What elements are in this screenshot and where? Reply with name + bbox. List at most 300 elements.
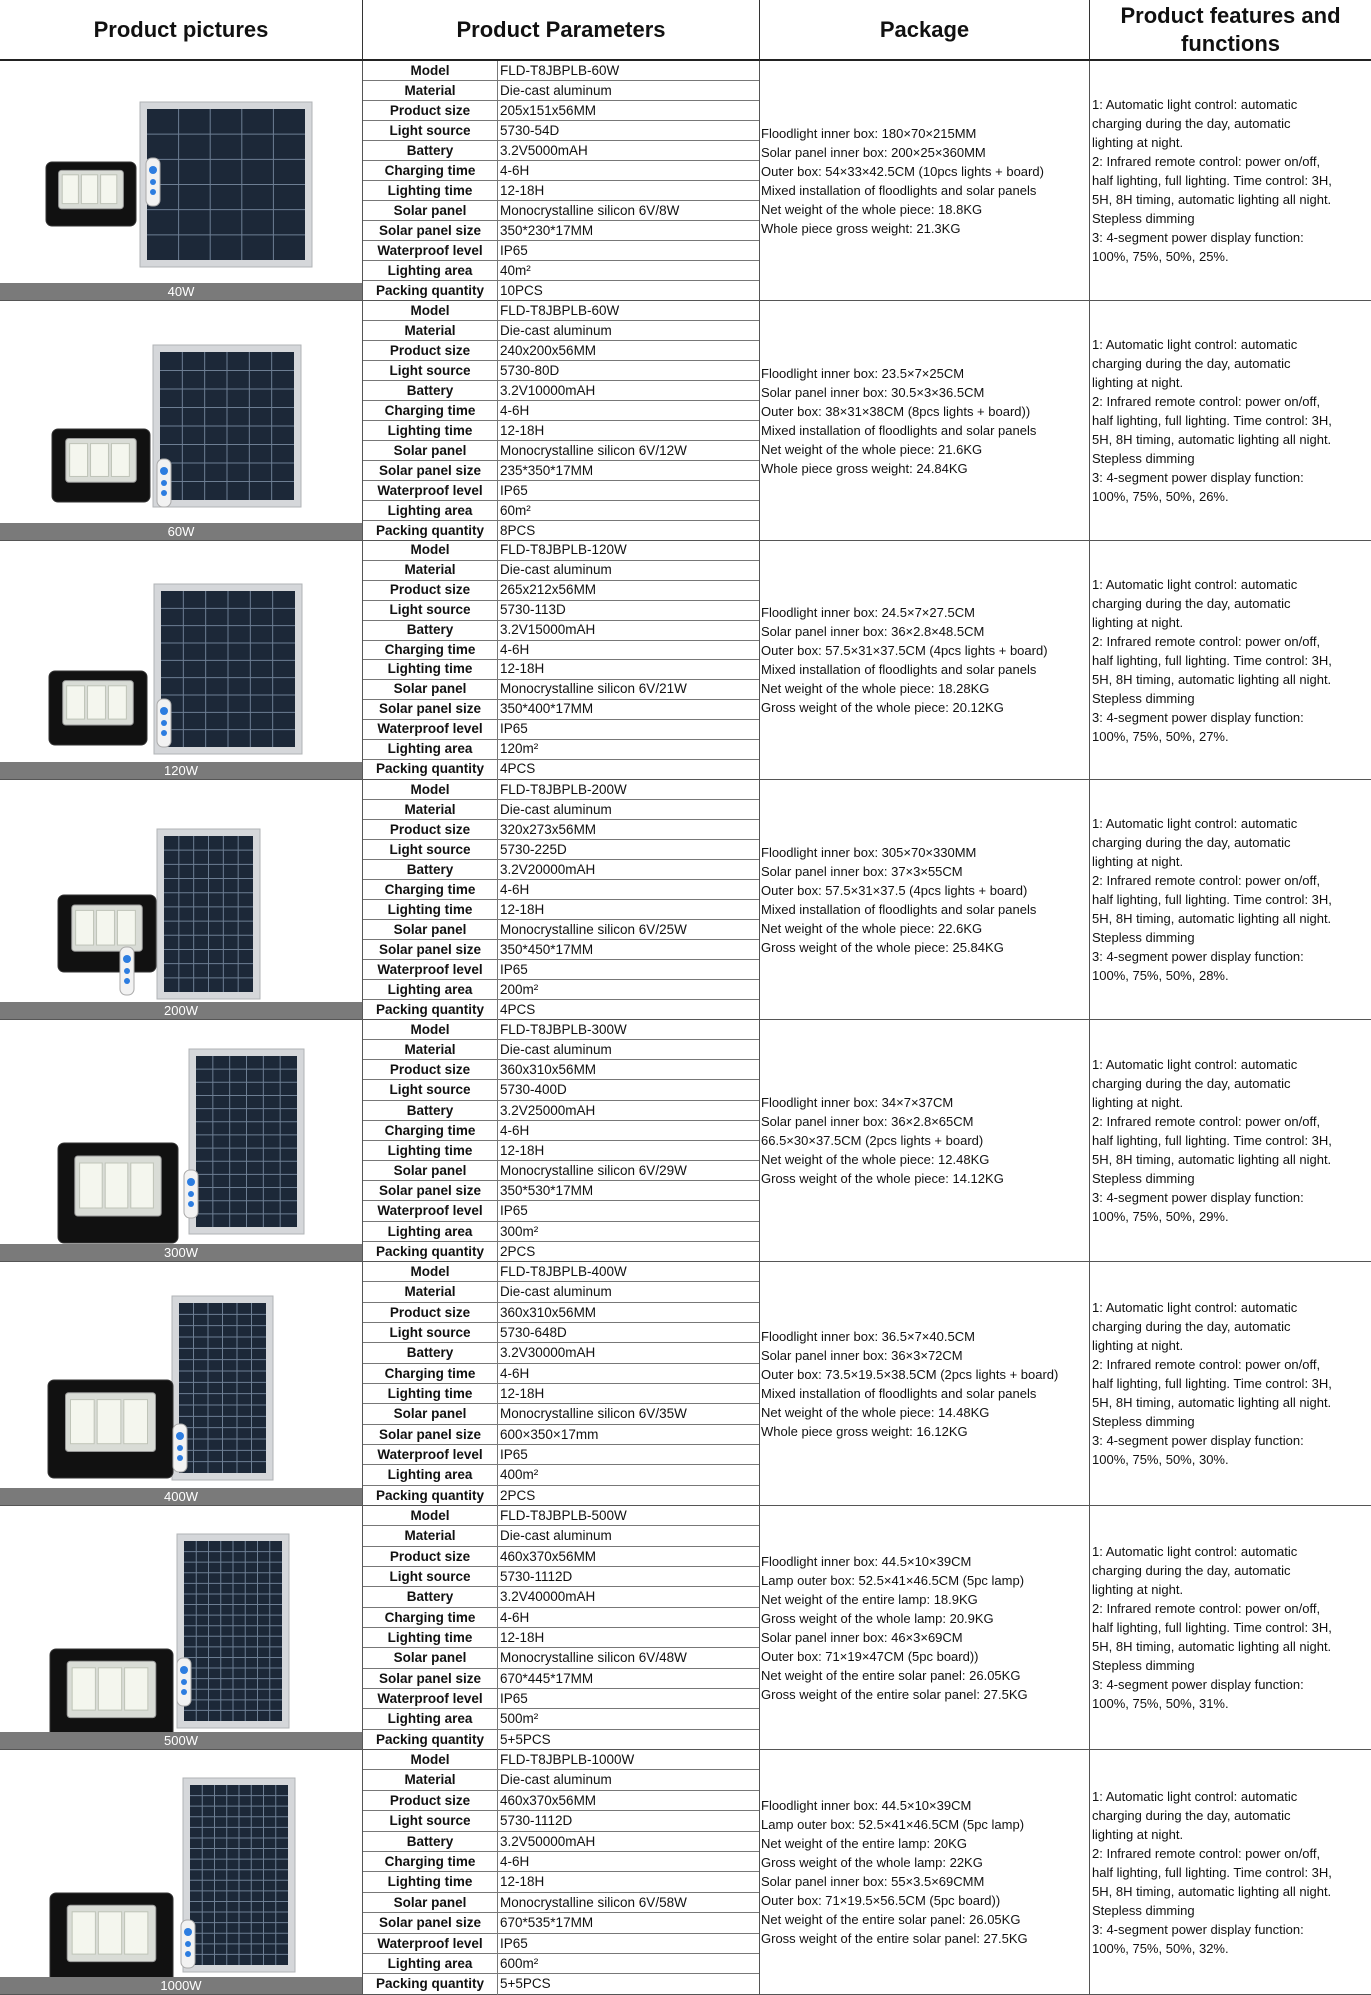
package-line: Net weight of the whole piece: 14.48KG	[761, 1404, 990, 1420]
parameter-row	[363, 261, 759, 281]
parameter-row	[363, 1832, 759, 1852]
features-cell	[1090, 61, 1371, 300]
parameter-value: 4-6H	[500, 1609, 530, 1625]
parameter-row	[363, 581, 759, 601]
parameter-row	[363, 121, 759, 141]
parameter-row	[363, 680, 759, 700]
parameter-label: Material	[363, 561, 498, 580]
parameter-value: 4-6H	[500, 1854, 530, 1870]
remote-button	[185, 1941, 191, 1947]
parameter-row	[363, 820, 759, 840]
parameter-value: Monocrystalline silicon 6V/29W	[500, 1163, 687, 1179]
parameter-label: Charging time	[363, 1364, 498, 1383]
parameter-value: 12-18H	[500, 1385, 545, 1401]
parameter-label: Waterproof level	[363, 720, 498, 739]
parameter-row	[363, 1770, 759, 1790]
feature-line: 100%, 75%, 50%, 28%.	[1092, 968, 1229, 983]
remote-button	[150, 189, 156, 195]
remote-button	[181, 1689, 187, 1695]
feature-line: 100%, 75%, 50%, 32%.	[1092, 1940, 1229, 1956]
parameter-row	[363, 321, 759, 341]
solar-floodlight-300w-image	[0, 1020, 362, 1245]
parameter-row	[363, 1262, 759, 1282]
parameter-row	[363, 501, 759, 521]
package-cell	[760, 1262, 1090, 1505]
parameter-label: Solar panel	[363, 1893, 498, 1912]
parameter-row	[363, 1343, 759, 1363]
parameter-value: 4-6H	[500, 1365, 530, 1381]
wattage-label: 400W	[0, 1488, 362, 1505]
parameter-row	[363, 401, 759, 421]
feature-line: charging during the day, automatic	[1092, 595, 1291, 611]
parameter-label: Waterproof level	[363, 241, 498, 260]
feature-line: half lighting, full lighting. Time control: 3H,	[1092, 1620, 1332, 1635]
package-line: Outer box: 57.5×31×37.5 (4pcs lights + board)	[761, 882, 1028, 898]
parameter-label: Packing quantity	[363, 521, 498, 541]
parameter-value: FLD-T8JBPLB-500W	[500, 1508, 627, 1523]
product-picture-cell	[0, 1020, 363, 1261]
feature-line: Stepless dimming	[1092, 1902, 1195, 1918]
package-line: Gross weight of the whole piece: 14.12KG	[761, 1171, 1004, 1186]
package-line: Gross weight of the whole lamp: 20.9KG	[761, 1610, 994, 1626]
package-line: Outer box: 57.5×31×37.5CM (4pcs lights + board)	[761, 643, 1048, 658]
parameter-value: IP65	[500, 1690, 528, 1706]
parameter-row	[363, 1323, 759, 1343]
parameter-row	[363, 1303, 759, 1323]
package-cell	[760, 61, 1090, 300]
feature-line: Stepless dimming	[1092, 1171, 1195, 1186]
parameter-label: Waterproof level	[363, 960, 498, 979]
header-product-parameters: Product Parameters	[363, 0, 760, 61]
parameter-row	[363, 740, 759, 760]
parameter-label: Product size	[363, 101, 498, 120]
parameter-label: Material	[363, 81, 498, 100]
parameter-row	[363, 720, 759, 740]
remote-button	[176, 1432, 184, 1440]
feature-line: 5H, 8H timing, automatic lighting all night.	[1092, 1883, 1332, 1899]
product-parameters-cell	[363, 541, 760, 779]
parameter-row	[363, 561, 759, 581]
parameter-label: Lighting time	[363, 1628, 498, 1647]
package-line: Solar panel inner box: 37×3×55CM	[761, 863, 963, 879]
features-cell	[1090, 541, 1371, 779]
parameter-value: 3.2V50000mAH	[500, 1833, 596, 1849]
package-line: Floodlight inner box: 23.5×7×25CM	[761, 365, 965, 381]
parameter-label: Solar panel	[363, 201, 498, 220]
package-line: Net weight of the entire solar panel: 26.05KG	[761, 1667, 1021, 1683]
parameter-value: 120m²	[500, 741, 539, 757]
features-cell	[1090, 1750, 1371, 1994]
parameter-label: Battery	[363, 1101, 498, 1120]
package-line: Floodlight inner box: 44.5×10×39CM	[761, 1553, 972, 1569]
parameter-label: Model	[363, 1020, 498, 1039]
parameter-row	[363, 1201, 759, 1221]
package-line: Lamp outer box: 52.5×41×46.5CM (5pc lamp)	[761, 1572, 1025, 1588]
feature-line: 100%, 75%, 50%, 25%.	[1092, 249, 1229, 264]
parameter-row	[363, 421, 759, 441]
product-row	[0, 301, 1371, 541]
parameter-label: Model	[363, 541, 498, 560]
parameter-label: Material	[363, 1526, 498, 1545]
feature-line: 3: 4-segment power display function:	[1092, 709, 1304, 725]
parameter-row	[363, 1282, 759, 1302]
feature-line: 5H, 8H timing, automatic lighting all night.	[1092, 192, 1332, 207]
parameter-value: 350*450*17MM	[500, 942, 594, 957]
parameter-value: 4PCS	[500, 1002, 536, 1017]
parameter-value: 12-18H	[500, 1874, 545, 1890]
parameter-label: Product size	[363, 341, 498, 360]
feature-line: 3: 4-segment power display function:	[1092, 1433, 1304, 1448]
parameter-value: IP65	[500, 1935, 528, 1951]
parameter-value: 12-18H	[500, 1629, 545, 1645]
feature-line: lighting at night.	[1092, 1582, 1184, 1597]
feature-line: 1: Automatic light control: automatic	[1092, 576, 1298, 592]
feature-line: 5H, 8H timing, automatic lighting all night.	[1092, 671, 1332, 687]
feature-line: 5H, 8H timing, automatic lighting all night.	[1092, 911, 1332, 926]
parameter-value: 3.2V20000mAH	[500, 862, 596, 877]
parameter-row	[363, 1060, 759, 1080]
parameter-label: Material	[363, 800, 498, 819]
parameter-row	[363, 221, 759, 241]
parameter-row	[363, 1486, 759, 1506]
parameter-label: Solar panel	[363, 1404, 498, 1423]
parameter-label: Charging time	[363, 1852, 498, 1871]
parameter-label: Lighting area	[363, 261, 498, 280]
parameter-row	[363, 1709, 759, 1729]
parameter-label: Material	[363, 1770, 498, 1789]
parameter-label: Material	[363, 321, 498, 340]
remote-button	[124, 968, 130, 974]
parameter-row	[363, 1608, 759, 1628]
feature-line: 3: 4-segment power display function:	[1092, 1677, 1304, 1692]
parameter-label: Light source	[363, 601, 498, 620]
parameter-row	[363, 541, 759, 561]
parameter-row	[363, 1161, 759, 1181]
parameter-value: IP65	[500, 483, 528, 498]
parameter-label: Lighting area	[363, 1465, 498, 1484]
product-picture-cell	[0, 1750, 363, 1994]
feature-line: 2: Infrared remote control: power on/off,	[1092, 1114, 1321, 1129]
parameter-value: Die-cast aluminum	[500, 1284, 612, 1300]
parameter-label: Charging time	[363, 641, 498, 660]
parameter-row	[363, 1181, 759, 1201]
package-line: Solar panel inner box: 46×3×69CM	[761, 1629, 963, 1645]
parameter-label: Lighting time	[363, 900, 498, 919]
parameter-label: Solar panel	[363, 920, 498, 939]
header-features: Product features and functions	[1090, 0, 1371, 61]
remote-button	[161, 730, 167, 736]
product-row	[0, 541, 1371, 780]
parameter-value: 205x151x56MM	[500, 103, 597, 118]
parameter-label: Charging time	[363, 880, 498, 899]
package-line: Whole piece gross weight: 24.84KG	[761, 460, 968, 476]
product-row	[0, 1506, 1371, 1750]
parameter-row	[363, 1141, 759, 1161]
parameter-value: Monocrystalline silicon 6V/8W	[500, 203, 680, 218]
feature-line: Stepless dimming	[1092, 1658, 1195, 1673]
parameter-row	[363, 1526, 759, 1546]
package-line: Net weight of the entire lamp: 20KG	[761, 1836, 967, 1851]
parameter-row	[363, 101, 759, 121]
parameter-value: 5730-400D	[500, 1082, 567, 1098]
package-line: Mixed installation of floodlights and solar panels	[761, 901, 1037, 917]
parameter-row	[363, 341, 759, 361]
feature-line: 100%, 75%, 50%, 27%.	[1092, 728, 1229, 744]
parameter-row	[363, 1913, 759, 1933]
led-array	[125, 1668, 148, 1710]
feature-line: lighting at night.	[1092, 1095, 1184, 1110]
parameter-value: 4-6H	[500, 403, 530, 418]
parameter-row	[363, 1222, 759, 1242]
package-line: Mixed installation of floodlights and solar panels	[761, 1385, 1037, 1401]
package-line: Floodlight inner box: 180×70×215MM	[761, 125, 977, 141]
feature-line: 1: Automatic light control: automatic	[1092, 97, 1298, 112]
parameter-value: 350*230*17MM	[500, 223, 594, 238]
features-cell	[1090, 780, 1371, 1019]
package-line: Outer box: 38×31×38CM (8pcs lights + board))	[761, 403, 1031, 419]
parameter-label: Light source	[363, 1567, 498, 1586]
features-cell	[1090, 1020, 1371, 1261]
package-cell	[760, 301, 1090, 540]
parameter-label: Product size	[363, 820, 498, 839]
parameter-row	[363, 1893, 759, 1913]
feature-line: 5H, 8H timing, automatic lighting all night.	[1092, 1639, 1332, 1654]
parameter-value: 200m²	[500, 982, 539, 997]
parameter-value: 12-18H	[500, 661, 545, 677]
parameter-value: 5730-80D	[500, 363, 560, 378]
solar-floodlight-40w-image	[0, 61, 362, 284]
wattage-label: 1000W	[0, 1977, 362, 1994]
parameter-row	[363, 900, 759, 920]
solar-floodlight-120w-image	[0, 541, 362, 763]
feature-line: Stepless dimming	[1092, 1414, 1195, 1429]
feature-line: lighting at night.	[1092, 614, 1184, 630]
parameter-label: Packing quantity	[363, 1000, 498, 1020]
parameter-label: Battery	[363, 1343, 498, 1362]
parameter-value: 8PCS	[500, 523, 536, 538]
parameter-row	[363, 1587, 759, 1607]
parameter-value: Die-cast aluminum	[500, 1772, 612, 1788]
parameter-label: Lighting area	[363, 501, 498, 520]
product-parameters-cell	[363, 301, 760, 540]
parameter-label: Model	[363, 301, 498, 320]
feature-line: 3: 4-segment power display function:	[1092, 1190, 1304, 1205]
feature-line: 100%, 75%, 50%, 26%.	[1092, 489, 1229, 504]
parameter-row	[363, 61, 759, 81]
led-array	[101, 175, 117, 204]
parameter-label: Packing quantity	[363, 760, 498, 780]
feature-line: 3: 4-segment power display function:	[1092, 230, 1304, 245]
feature-line: charging during the day, automatic	[1092, 1807, 1291, 1823]
parameter-value: Monocrystalline silicon 6V/48W	[500, 1650, 687, 1666]
feature-line: half lighting, full lighting. Time control: 3H,	[1092, 1864, 1332, 1880]
parameter-label: Battery	[363, 1832, 498, 1851]
remote-button	[160, 707, 168, 715]
parameter-row	[363, 800, 759, 820]
parameter-value: 12-18H	[500, 902, 545, 917]
parameter-value: 670*445*17MM	[500, 1670, 594, 1686]
package-line: Outer box: 54×33×42.5CM (10pcs lights + board)	[761, 163, 1044, 179]
parameter-label: Solar panel size	[363, 221, 498, 240]
parameter-label: Battery	[363, 1587, 498, 1606]
feature-line: lighting at night.	[1092, 375, 1184, 390]
parameter-value: 5730-648D	[500, 1324, 567, 1340]
parameter-value: 350*400*17MM	[500, 701, 594, 717]
parameter-value: 12-18H	[500, 183, 545, 198]
parameter-row	[363, 1547, 759, 1567]
parameter-value: 3.2V15000mAH	[500, 621, 596, 637]
remote-button	[124, 978, 130, 984]
product-row	[0, 61, 1371, 301]
feature-line: charging during the day, automatic	[1092, 1563, 1291, 1578]
parameter-label: Battery	[363, 381, 498, 400]
parameter-value: 240x200x56MM	[500, 343, 597, 358]
parameter-value: 4PCS	[500, 760, 536, 776]
led-array	[97, 1400, 121, 1444]
parameter-value: 235*350*17MM	[500, 463, 594, 478]
parameter-label: Solar panel size	[363, 700, 498, 719]
parameter-value: Die-cast aluminum	[500, 83, 612, 98]
package-line: Gross weight of the entire solar panel: 27.5KG	[761, 1686, 1028, 1702]
parameter-value: 10PCS	[500, 283, 543, 298]
product-row	[0, 1020, 1371, 1262]
wattage-label: 120W	[0, 762, 362, 779]
feature-line: 1: Automatic light control: automatic	[1092, 1544, 1298, 1559]
remote-button	[149, 166, 157, 174]
parameter-value: 3.2V30000mAH	[500, 1345, 596, 1361]
remote-button	[188, 1191, 194, 1197]
parameter-value: 670*535*17MM	[500, 1915, 594, 1931]
feature-line: half lighting, full lighting. Time control: 3H,	[1092, 1133, 1332, 1148]
led-array	[108, 686, 126, 719]
package-line: Whole piece gross weight: 16.12KG	[761, 1423, 968, 1439]
parameter-label: Solar panel size	[363, 1913, 498, 1932]
package-line: Floodlight inner box: 34×7×37CM	[761, 1095, 954, 1110]
parameter-label: Lighting area	[363, 980, 498, 999]
parameter-row	[363, 1000, 759, 1020]
parameter-value: FLD-T8JBPLB-300W	[500, 1022, 627, 1037]
parameter-label: Material	[363, 1040, 498, 1059]
features-cell	[1090, 1506, 1371, 1749]
parameter-row	[363, 880, 759, 900]
parameter-label: Product size	[363, 581, 498, 600]
parameter-label: Lighting area	[363, 740, 498, 759]
parameter-label: Lighting time	[363, 1872, 498, 1891]
parameter-row	[363, 660, 759, 680]
parameter-label: Light source	[363, 1323, 498, 1342]
feature-line: half lighting, full lighting. Time control: 3H,	[1092, 892, 1332, 907]
parameter-value: 500m²	[500, 1711, 539, 1727]
parameter-label: Packing quantity	[363, 1242, 498, 1262]
wattage-label: 500W	[0, 1732, 362, 1749]
led-array	[97, 910, 115, 945]
parameter-label: Solar panel	[363, 680, 498, 699]
feature-line: lighting at night.	[1092, 854, 1184, 869]
feature-line: 100%, 75%, 50%, 29%.	[1092, 1209, 1229, 1224]
parameter-value: 3.2V25000mAH	[500, 1102, 596, 1118]
parameter-row	[363, 301, 759, 321]
parameter-row	[363, 1465, 759, 1485]
package-line: Gross weight of the whole piece: 20.12KG	[761, 700, 1004, 715]
parameter-label: Lighting time	[363, 1141, 498, 1160]
parameter-label: Lighting area	[363, 1709, 498, 1728]
remote-button	[161, 490, 167, 496]
feature-line: 1: Automatic light control: automatic	[1092, 1788, 1298, 1804]
parameter-value: 5+5PCS	[500, 1976, 551, 1992]
parameter-value: 5730-1112D	[500, 1568, 573, 1584]
feature-line: 2: Infrared remote control: power on/off,	[1092, 154, 1321, 169]
parameter-value: IP65	[500, 721, 528, 737]
parameter-row	[363, 1020, 759, 1040]
parameter-label: Solar panel	[363, 1161, 498, 1180]
feature-line: charging during the day, automatic	[1092, 835, 1291, 850]
feature-line: lighting at night.	[1092, 1826, 1184, 1842]
parameter-label: Product size	[363, 1547, 498, 1566]
parameter-value: 4-6H	[500, 641, 530, 657]
parameter-row	[363, 141, 759, 161]
package-cell	[760, 541, 1090, 779]
parameter-label: Model	[363, 780, 498, 799]
parameter-label: Packing quantity	[363, 1730, 498, 1750]
parameter-row	[363, 1384, 759, 1404]
parameter-row	[363, 481, 759, 501]
parameter-value: 600×350×17mm	[500, 1426, 599, 1442]
parameter-value: IP65	[500, 1446, 528, 1462]
feature-line: 2: Infrared remote control: power on/off,	[1092, 1845, 1321, 1861]
parameter-row	[363, 1121, 759, 1141]
parameter-label: Waterproof level	[363, 1445, 498, 1464]
parameter-value: Monocrystalline silicon 6V/25W	[500, 922, 687, 937]
parameter-value: Monocrystalline silicon 6V/21W	[500, 681, 687, 697]
parameter-value: 265x212x56MM	[500, 581, 597, 597]
feature-line: charging during the day, automatic	[1092, 1076, 1291, 1091]
parameter-label: Charging time	[363, 1121, 498, 1140]
parameter-label: Lighting area	[363, 1954, 498, 1973]
parameter-row	[363, 161, 759, 181]
led-array	[98, 1668, 121, 1710]
feature-line: charging during the day, automatic	[1092, 116, 1291, 131]
parameter-value: 4-6H	[500, 1122, 530, 1138]
parameter-value: 3.2V10000mAH	[500, 383, 596, 398]
parameter-label: Solar panel size	[363, 1425, 498, 1444]
product-parameters-cell	[363, 1506, 760, 1749]
led-array	[67, 686, 85, 719]
remote-button	[161, 480, 167, 486]
parameter-label: Light source	[363, 840, 498, 859]
parameter-row	[363, 1934, 759, 1954]
parameter-row	[363, 1040, 759, 1060]
parameter-value: IP65	[500, 243, 528, 258]
package-cell	[760, 1506, 1090, 1749]
parameter-row	[363, 700, 759, 720]
remote-button	[161, 720, 167, 726]
parameter-label: Packing quantity	[363, 1974, 498, 1994]
package-line: 66.5×30×37.5CM (2pcs lights + board)	[761, 1133, 984, 1148]
parameter-label: Light source	[363, 121, 498, 140]
parameter-label: Product size	[363, 1303, 498, 1322]
parameter-row	[363, 1730, 759, 1750]
package-cell	[760, 780, 1090, 1019]
parameter-value: 300m²	[500, 1223, 539, 1239]
led-array	[111, 444, 129, 477]
led-array	[131, 1163, 154, 1208]
product-picture-cell	[0, 1262, 363, 1505]
feature-line: Stepless dimming	[1092, 690, 1195, 706]
feature-line: 1: Automatic light control: automatic	[1092, 1300, 1298, 1315]
parameter-value: 4-6H	[500, 882, 530, 897]
parameter-label: Charging time	[363, 161, 498, 180]
parameter-value: Monocrystalline silicon 6V/12W	[500, 443, 687, 458]
